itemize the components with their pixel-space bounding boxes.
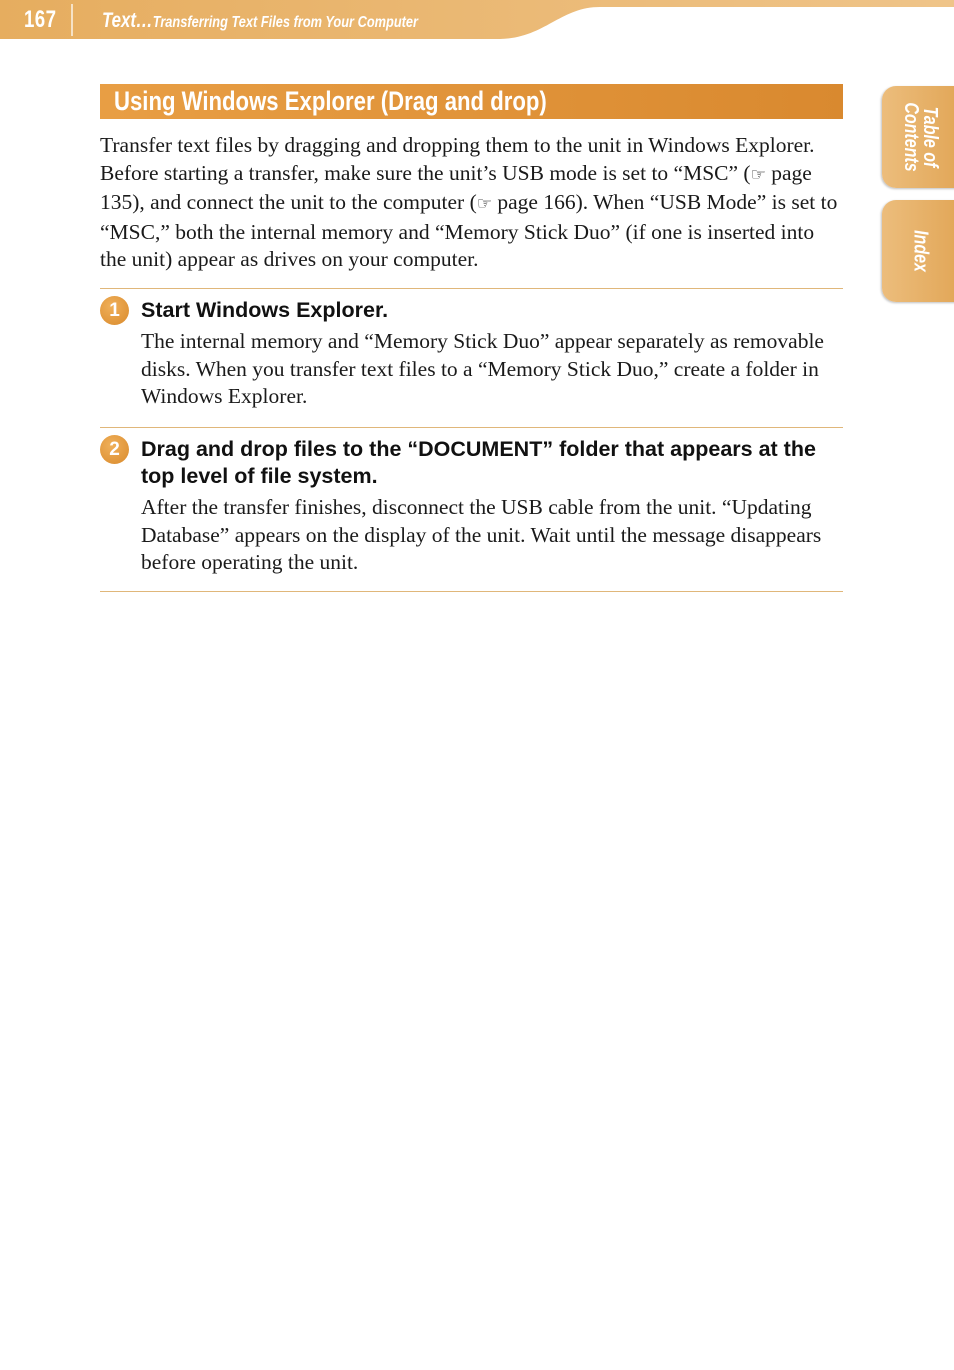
header-title	[102, 9, 418, 33]
header-section: Text	[102, 9, 136, 32]
header-banner	[0, 0, 954, 40]
index-tab-label: Index	[909, 230, 932, 272]
header-subsection: Transferring Text Files from Your Computer	[152, 14, 419, 31]
divider	[100, 427, 843, 428]
section-heading-bar	[100, 84, 843, 119]
index-tab[interactable]	[882, 200, 954, 302]
intro-link-page-135[interactable]: page 135), and connect the unit to the computer (	[100, 160, 812, 214]
step-1	[100, 296, 845, 411]
table-of-contents-tab[interactable]	[882, 86, 954, 188]
page-number: 167	[24, 6, 57, 33]
step-body: The internal memory and “Memory Stick Duo” appear separately as removable disks. When you transfer text files to a “Memory Stick Duo,” create a folder in Windows Explorer.	[141, 329, 824, 408]
step-2	[100, 435, 845, 577]
step-body: After the transfer finishes, disconnect the USB cable from the unit. “Updating Database” appears on the display of the unit. Wait until the message disappears before operating the unit.	[141, 495, 822, 574]
step-title: Start Windows Explorer.	[141, 298, 389, 322]
section-heading: Using Windows Explorer (Drag and drop)	[114, 86, 547, 116]
step-title: Drag and drop files to the “DOCUMENT” folder that appears at the top level of file system.	[141, 437, 816, 488]
pointing-hand-icon: ☞	[476, 194, 492, 214]
intro-text-1: Transfer text files by dragging and dropping them to the unit in Windows Explorer. Before starting a transfer, make sure the unit’s USB mode is set to “MSC” (	[100, 133, 815, 185]
step-number-badge: 1	[100, 296, 129, 325]
intro-paragraph	[100, 132, 845, 274]
step-number-badge: 2	[100, 435, 129, 464]
pointing-hand-icon: ☞	[750, 164, 766, 185]
divider	[100, 591, 843, 592]
divider	[100, 288, 843, 289]
header-ellipsis: …	[135, 9, 153, 32]
intro-link-page-166[interactable]: page 166). When “USB Mode” is set to “MSC,” both the internal memory and “Memory Stick Duo” (if one is inserted into the unit) appear as drives on your computer.	[100, 190, 838, 271]
table-of-contents-tab-label: Table of Contents	[900, 102, 941, 172]
